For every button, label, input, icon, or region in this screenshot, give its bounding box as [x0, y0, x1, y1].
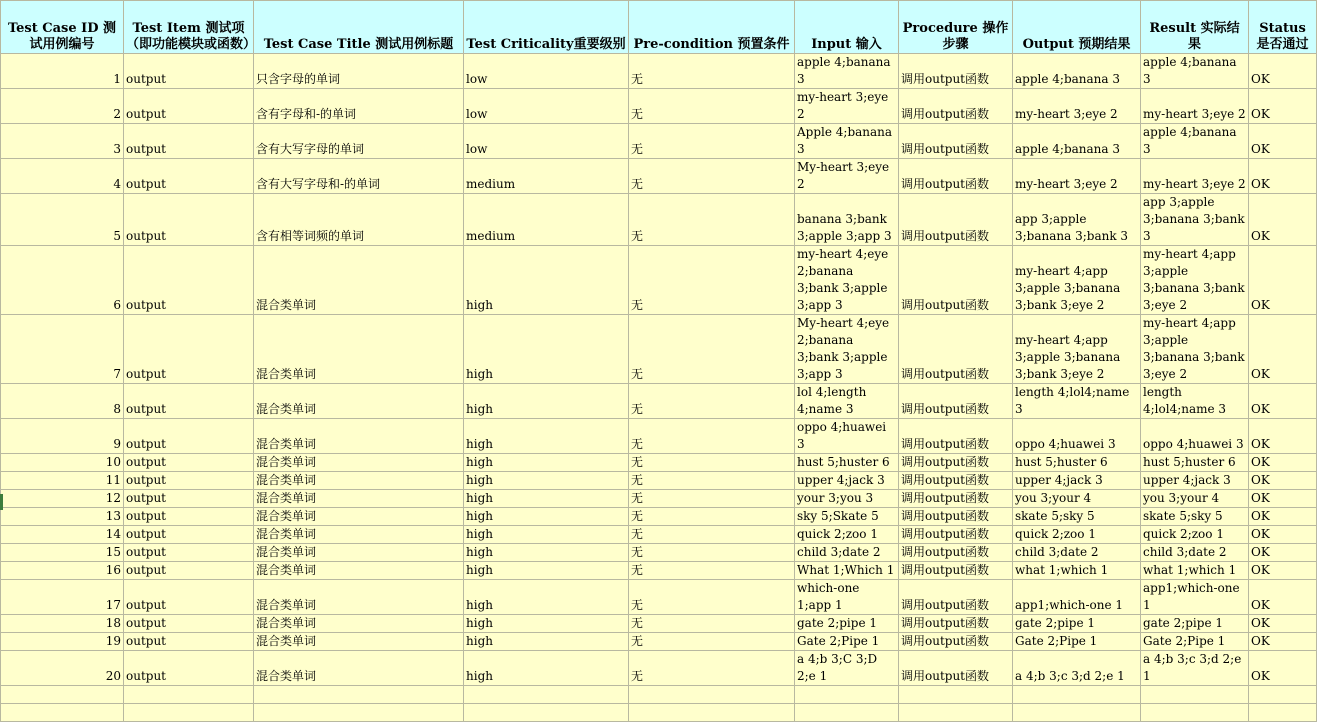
- cell-procedure[interactable]: 调用output函数: [899, 159, 1013, 194]
- cell-input[interactable]: hust 5;huster 6: [795, 454, 899, 472]
- cell-input[interactable]: My-heart 3;eye 2: [795, 159, 899, 194]
- cell-status[interactable]: OK: [1249, 472, 1317, 490]
- cell-criticality[interactable]: high: [464, 490, 629, 508]
- cell-expected[interactable]: my-heart 3;eye 2: [1013, 159, 1141, 194]
- cell-id[interactable]: 17: [1, 580, 124, 615]
- cell-expected[interactable]: apple 4;banana 3: [1013, 124, 1141, 159]
- empty-cell[interactable]: [254, 704, 464, 722]
- cell-result[interactable]: my-heart 4;app 3;apple 3;banana 3;bank 3;eye 2: [1141, 246, 1249, 315]
- cell-input[interactable]: your 3;you 3: [795, 490, 899, 508]
- table-row: [1, 544, 1317, 562]
- empty-cell[interactable]: [1249, 686, 1317, 704]
- cell-item[interactable]: output: [124, 490, 254, 508]
- cell-expected[interactable]: app1;which-one 1: [1013, 580, 1141, 615]
- cell-precondition[interactable]: 无: [629, 89, 795, 124]
- cell-title[interactable]: 混合类单词: [254, 508, 464, 526]
- table-body: [1, 54, 1317, 722]
- cell-title[interactable]: 含有字母和-的单词: [254, 89, 464, 124]
- cell-expected[interactable]: upper 4;jack 3: [1013, 472, 1141, 490]
- cell-criticality[interactable]: high: [464, 615, 629, 633]
- cell-input[interactable]: sky 5;Skate 5: [795, 508, 899, 526]
- table-row: [1, 384, 1317, 419]
- cell-id[interactable]: 19: [1, 633, 124, 651]
- cell-result[interactable]: upper 4;jack 3: [1141, 472, 1249, 490]
- cell-expected[interactable]: apple 4;banana 3: [1013, 54, 1141, 89]
- empty-cell[interactable]: [795, 686, 899, 704]
- table-row: [1, 651, 1317, 686]
- table-row: [1, 490, 1317, 508]
- cell-precondition[interactable]: 无: [629, 159, 795, 194]
- cell-status[interactable]: OK: [1249, 159, 1317, 194]
- cell-expected[interactable]: a 4;b 3;c 3;d 2;e 1: [1013, 651, 1141, 686]
- header-output-expected[interactable]: Output 预期结果: [1013, 1, 1141, 54]
- header-test-criticality[interactable]: Test Criticality重要级别: [464, 1, 629, 54]
- cell-title[interactable]: 混合类单词: [254, 562, 464, 580]
- cell-criticality[interactable]: high: [464, 508, 629, 526]
- cell-item[interactable]: output: [124, 54, 254, 89]
- cell-result[interactable]: app 3;apple 3;banana 3;bank 3: [1141, 194, 1249, 246]
- cell-procedure[interactable]: 调用output函数: [899, 615, 1013, 633]
- cell-procedure[interactable]: 调用output函数: [899, 124, 1013, 159]
- cell-expected[interactable]: length 4;lol4;name 3: [1013, 384, 1141, 419]
- cell-result[interactable]: a 4;b 3;c 3;d 2;e 1: [1141, 651, 1249, 686]
- cell-result[interactable]: quick 2;zoo 1: [1141, 526, 1249, 544]
- cell-input[interactable]: My-heart 4;eye 2;banana 3;bank 3;apple 3;app 3: [795, 315, 899, 384]
- cell-procedure[interactable]: 调用output函数: [899, 651, 1013, 686]
- cell-id[interactable]: 7: [1, 315, 124, 384]
- cell-status[interactable]: OK: [1249, 633, 1317, 651]
- cell-procedure[interactable]: 调用output函数: [899, 384, 1013, 419]
- empty-cell[interactable]: [1249, 704, 1317, 722]
- header-pre-condition[interactable]: Pre-condition 预置条件: [629, 1, 795, 54]
- cell-criticality[interactable]: high: [464, 526, 629, 544]
- cell-status[interactable]: OK: [1249, 419, 1317, 454]
- cell-criticality[interactable]: high: [464, 384, 629, 419]
- active-row-marker: [0, 494, 3, 510]
- cell-procedure[interactable]: 调用output函数: [899, 508, 1013, 526]
- cell-item[interactable]: output: [124, 544, 254, 562]
- cell-expected[interactable]: quick 2;zoo 1: [1013, 526, 1141, 544]
- cell-result[interactable]: what 1;which 1: [1141, 562, 1249, 580]
- cell-item[interactable]: output: [124, 651, 254, 686]
- cell-status[interactable]: OK: [1249, 246, 1317, 315]
- cell-procedure[interactable]: 调用output函数: [899, 633, 1013, 651]
- empty-cell[interactable]: [254, 686, 464, 704]
- cell-precondition[interactable]: 无: [629, 615, 795, 633]
- cell-procedure[interactable]: 调用output函数: [899, 419, 1013, 454]
- cell-result[interactable]: length 4;lol4;name 3: [1141, 384, 1249, 419]
- cell-result[interactable]: my-heart 3;eye 2: [1141, 159, 1249, 194]
- cell-input[interactable]: oppo 4;huawei 3: [795, 419, 899, 454]
- header-row: [1, 1, 1317, 54]
- cell-title[interactable]: 含有大写字母的单词: [254, 124, 464, 159]
- cell-title[interactable]: 混合类单词: [254, 490, 464, 508]
- cell-precondition[interactable]: 无: [629, 419, 795, 454]
- cell-result[interactable]: you 3;your 4: [1141, 490, 1249, 508]
- cell-result[interactable]: oppo 4;huawei 3: [1141, 419, 1249, 454]
- cell-item[interactable]: output: [124, 562, 254, 580]
- cell-id[interactable]: 5: [1, 194, 124, 246]
- cell-criticality[interactable]: low: [464, 54, 629, 89]
- cell-id[interactable]: 18: [1, 615, 124, 633]
- cell-precondition[interactable]: 无: [629, 526, 795, 544]
- header-result-actual[interactable]: Result 实际结果: [1141, 1, 1249, 54]
- cell-id[interactable]: 14: [1, 526, 124, 544]
- empty-cell[interactable]: [1141, 704, 1249, 722]
- cell-status[interactable]: OK: [1249, 580, 1317, 615]
- cell-status[interactable]: OK: [1249, 562, 1317, 580]
- cell-procedure[interactable]: 调用output函数: [899, 526, 1013, 544]
- cell-input[interactable]: quick 2;zoo 1: [795, 526, 899, 544]
- cell-id[interactable]: 2: [1, 89, 124, 124]
- cell-result[interactable]: Gate 2;Pipe 1: [1141, 633, 1249, 651]
- cell-precondition[interactable]: 无: [629, 490, 795, 508]
- cell-status[interactable]: OK: [1249, 124, 1317, 159]
- cell-item[interactable]: output: [124, 315, 254, 384]
- cell-precondition[interactable]: 无: [629, 315, 795, 384]
- cell-id[interactable]: 15: [1, 544, 124, 562]
- cell-status[interactable]: OK: [1249, 54, 1317, 89]
- empty-cell[interactable]: [629, 704, 795, 722]
- empty-cell[interactable]: [464, 686, 629, 704]
- cell-title[interactable]: 混合类单词: [254, 544, 464, 562]
- table-row: [1, 246, 1317, 315]
- header-status[interactable]: Status 是否通过: [1249, 1, 1317, 54]
- table-row: [1, 633, 1317, 651]
- cell-item[interactable]: output: [124, 615, 254, 633]
- cell-item[interactable]: output: [124, 419, 254, 454]
- cell-input[interactable]: apple 4;banana 3: [795, 54, 899, 89]
- cell-item[interactable]: output: [124, 89, 254, 124]
- cell-input[interactable]: my-heart 3;eye 2: [795, 89, 899, 124]
- cell-expected[interactable]: my-heart 3;eye 2: [1013, 89, 1141, 124]
- empty-cell[interactable]: [464, 704, 629, 722]
- empty-cell[interactable]: [899, 686, 1013, 704]
- cell-status[interactable]: OK: [1249, 651, 1317, 686]
- cell-expected[interactable]: oppo 4;huawei 3: [1013, 419, 1141, 454]
- cell-expected[interactable]: app 3;apple 3;banana 3;bank 3: [1013, 194, 1141, 246]
- empty-row: [1, 704, 1317, 722]
- cell-item[interactable]: output: [124, 124, 254, 159]
- cell-id[interactable]: 8: [1, 384, 124, 419]
- cell-result[interactable]: child 3;date 2: [1141, 544, 1249, 562]
- header-test-case-title[interactable]: Test Case Title 测试用例标题: [254, 1, 464, 54]
- cell-input[interactable]: which-one 1;app 1: [795, 580, 899, 615]
- cell-result[interactable]: my-heart 3;eye 2: [1141, 89, 1249, 124]
- cell-expected[interactable]: my-heart 4;app 3;apple 3;banana 3;bank 3;eye 2: [1013, 315, 1141, 384]
- table-row: [1, 615, 1317, 633]
- cell-input[interactable]: What 1;Which 1: [795, 562, 899, 580]
- table-row: [1, 159, 1317, 194]
- cell-procedure[interactable]: 调用output函数: [899, 315, 1013, 384]
- cell-precondition[interactable]: 无: [629, 651, 795, 686]
- cell-title[interactable]: 混合类单词: [254, 419, 464, 454]
- cell-item[interactable]: output: [124, 246, 254, 315]
- cell-title[interactable]: 混合类单词: [254, 615, 464, 633]
- cell-criticality[interactable]: high: [464, 633, 629, 651]
- cell-input[interactable]: upper 4;jack 3: [795, 472, 899, 490]
- cell-procedure[interactable]: 调用output函数: [899, 580, 1013, 615]
- cell-item[interactable]: output: [124, 580, 254, 615]
- cell-precondition[interactable]: 无: [629, 562, 795, 580]
- cell-title[interactable]: 混合类单词: [254, 651, 464, 686]
- cell-input[interactable]: my-heart 4;eye 2;banana 3;bank 3;apple 3;app 3: [795, 246, 899, 315]
- cell-title[interactable]: 混合类单词: [254, 580, 464, 615]
- cell-precondition[interactable]: 无: [629, 194, 795, 246]
- cell-item[interactable]: output: [124, 384, 254, 419]
- cell-procedure[interactable]: 调用output函数: [899, 194, 1013, 246]
- cell-title[interactable]: 混合类单词: [254, 315, 464, 384]
- cell-id[interactable]: 13: [1, 508, 124, 526]
- cell-criticality[interactable]: high: [464, 562, 629, 580]
- table-row: [1, 419, 1317, 454]
- cell-item[interactable]: output: [124, 472, 254, 490]
- table-row: [1, 508, 1317, 526]
- cell-precondition[interactable]: 无: [629, 384, 795, 419]
- cell-title[interactable]: 含有相等词频的单词: [254, 194, 464, 246]
- cell-procedure[interactable]: 调用output函数: [899, 246, 1013, 315]
- cell-id[interactable]: 3: [1, 124, 124, 159]
- cell-input[interactable]: lol 4;length 4;name 3: [795, 384, 899, 419]
- cell-procedure[interactable]: 调用output函数: [899, 472, 1013, 490]
- cell-title[interactable]: 混合类单词: [254, 526, 464, 544]
- cell-input[interactable]: gate 2;pipe 1: [795, 615, 899, 633]
- cell-criticality[interactable]: medium: [464, 159, 629, 194]
- cell-expected[interactable]: you 3;your 4: [1013, 490, 1141, 508]
- cell-title[interactable]: 只含字母的单词: [254, 54, 464, 89]
- cell-input[interactable]: banana 3;bank 3;apple 3;app 3: [795, 194, 899, 246]
- cell-input[interactable]: Gate 2;Pipe 1: [795, 633, 899, 651]
- cell-criticality[interactable]: high: [464, 246, 629, 315]
- cell-procedure[interactable]: 调用output函数: [899, 454, 1013, 472]
- cell-expected[interactable]: what 1;which 1: [1013, 562, 1141, 580]
- cell-precondition[interactable]: 无: [629, 454, 795, 472]
- cell-expected[interactable]: Gate 2;Pipe 1: [1013, 633, 1141, 651]
- table-row: [1, 526, 1317, 544]
- empty-cell[interactable]: [795, 704, 899, 722]
- cell-precondition[interactable]: 无: [629, 580, 795, 615]
- cell-procedure[interactable]: 调用output函数: [899, 54, 1013, 89]
- cell-criticality[interactable]: medium: [464, 194, 629, 246]
- cell-title[interactable]: 含有大写字母和-的单词: [254, 159, 464, 194]
- cell-criticality[interactable]: low: [464, 124, 629, 159]
- table-row: [1, 194, 1317, 246]
- cell-id[interactable]: 12: [1, 490, 124, 508]
- cell-criticality[interactable]: high: [464, 651, 629, 686]
- cell-status[interactable]: OK: [1249, 384, 1317, 419]
- cell-title[interactable]: 混合类单词: [254, 454, 464, 472]
- cell-item[interactable]: output: [124, 194, 254, 246]
- cell-criticality[interactable]: high: [464, 419, 629, 454]
- empty-cell[interactable]: [1, 686, 124, 704]
- table-row: [1, 562, 1317, 580]
- cell-precondition[interactable]: 无: [629, 633, 795, 651]
- cell-status[interactable]: OK: [1249, 526, 1317, 544]
- cell-expected[interactable]: my-heart 4;app 3;apple 3;banana 3;bank 3;eye 2: [1013, 246, 1141, 315]
- cell-title[interactable]: 混合类单词: [254, 384, 464, 419]
- cell-expected[interactable]: hust 5;huster 6: [1013, 454, 1141, 472]
- table-row: [1, 580, 1317, 615]
- cell-precondition[interactable]: 无: [629, 508, 795, 526]
- cell-item[interactable]: output: [124, 526, 254, 544]
- cell-id[interactable]: 16: [1, 562, 124, 580]
- header-procedure[interactable]: Procedure 操作步骤: [899, 1, 1013, 54]
- cell-title[interactable]: 混合类单词: [254, 246, 464, 315]
- cell-procedure[interactable]: 调用output函数: [899, 490, 1013, 508]
- cell-status[interactable]: OK: [1249, 194, 1317, 246]
- cell-result[interactable]: apple 4;banana 3: [1141, 54, 1249, 89]
- cell-item[interactable]: output: [124, 633, 254, 651]
- cell-criticality[interactable]: low: [464, 89, 629, 124]
- cell-title[interactable]: 混合类单词: [254, 633, 464, 651]
- cell-criticality[interactable]: high: [464, 544, 629, 562]
- cell-input[interactable]: Apple 4;banana 3: [795, 124, 899, 159]
- cell-input[interactable]: a 4;b 3;C 3;D 2;e 1: [795, 651, 899, 686]
- cell-procedure[interactable]: 调用output函数: [899, 544, 1013, 562]
- cell-item[interactable]: output: [124, 454, 254, 472]
- cell-id[interactable]: 6: [1, 246, 124, 315]
- cell-expected[interactable]: child 3;date 2: [1013, 544, 1141, 562]
- cell-criticality[interactable]: high: [464, 454, 629, 472]
- cell-result[interactable]: my-heart 4;app 3;apple 3;banana 3;bank 3;eye 2: [1141, 315, 1249, 384]
- cell-item[interactable]: output: [124, 508, 254, 526]
- cell-precondition[interactable]: 无: [629, 246, 795, 315]
- cell-input[interactable]: child 3;date 2: [795, 544, 899, 562]
- cell-status[interactable]: OK: [1249, 508, 1317, 526]
- table-row: [1, 454, 1317, 472]
- header-test-case-id[interactable]: Test Case ID 测试用例编号: [1, 1, 124, 54]
- cell-precondition[interactable]: 无: [629, 54, 795, 89]
- cell-criticality[interactable]: high: [464, 580, 629, 615]
- empty-cell[interactable]: [124, 704, 254, 722]
- cell-id[interactable]: 11: [1, 472, 124, 490]
- cell-result[interactable]: app1;which-one 1: [1141, 580, 1249, 615]
- cell-id[interactable]: 10: [1, 454, 124, 472]
- cell-result[interactable]: skate 5;sky 5: [1141, 508, 1249, 526]
- table-row: [1, 472, 1317, 490]
- cell-precondition[interactable]: 无: [629, 544, 795, 562]
- cell-expected[interactable]: skate 5;sky 5: [1013, 508, 1141, 526]
- cell-criticality[interactable]: high: [464, 472, 629, 490]
- cell-precondition[interactable]: 无: [629, 124, 795, 159]
- cell-result[interactable]: gate 2;pipe 1: [1141, 615, 1249, 633]
- empty-cell[interactable]: [124, 686, 254, 704]
- table-row: [1, 89, 1317, 124]
- cell-expected[interactable]: gate 2;pipe 1: [1013, 615, 1141, 633]
- cell-status[interactable]: OK: [1249, 315, 1317, 384]
- table-row: [1, 315, 1317, 384]
- cell-result[interactable]: apple 4;banana 3: [1141, 124, 1249, 159]
- cell-item[interactable]: output: [124, 159, 254, 194]
- cell-criticality[interactable]: high: [464, 315, 629, 384]
- cell-result[interactable]: hust 5;huster 6: [1141, 454, 1249, 472]
- empty-cell[interactable]: [1013, 704, 1141, 722]
- cell-id[interactable]: 20: [1, 651, 124, 686]
- cell-status[interactable]: OK: [1249, 544, 1317, 562]
- empty-cell[interactable]: [899, 704, 1013, 722]
- cell-precondition[interactable]: 无: [629, 472, 795, 490]
- table-row: [1, 54, 1317, 89]
- cell-status[interactable]: OK: [1249, 89, 1317, 124]
- cell-procedure[interactable]: 调用output函数: [899, 562, 1013, 580]
- empty-row: [1, 686, 1317, 704]
- cell-procedure[interactable]: 调用output函数: [899, 89, 1013, 124]
- cell-id[interactable]: 4: [1, 159, 124, 194]
- cell-id[interactable]: 9: [1, 419, 124, 454]
- cell-title[interactable]: 混合类单词: [254, 472, 464, 490]
- table-row: [1, 124, 1317, 159]
- empty-cell[interactable]: [629, 686, 795, 704]
- cell-id[interactable]: 1: [1, 54, 124, 89]
- empty-cell[interactable]: [1013, 686, 1141, 704]
- empty-cell[interactable]: [1141, 686, 1249, 704]
- header-test-item[interactable]: Test Item 测试项（即功能模块或函数）: [124, 1, 254, 54]
- empty-cell[interactable]: [1, 704, 124, 722]
- cell-status[interactable]: OK: [1249, 490, 1317, 508]
- cell-status[interactable]: OK: [1249, 615, 1317, 633]
- cell-status[interactable]: OK: [1249, 454, 1317, 472]
- header-input[interactable]: Input 输入: [795, 1, 899, 54]
